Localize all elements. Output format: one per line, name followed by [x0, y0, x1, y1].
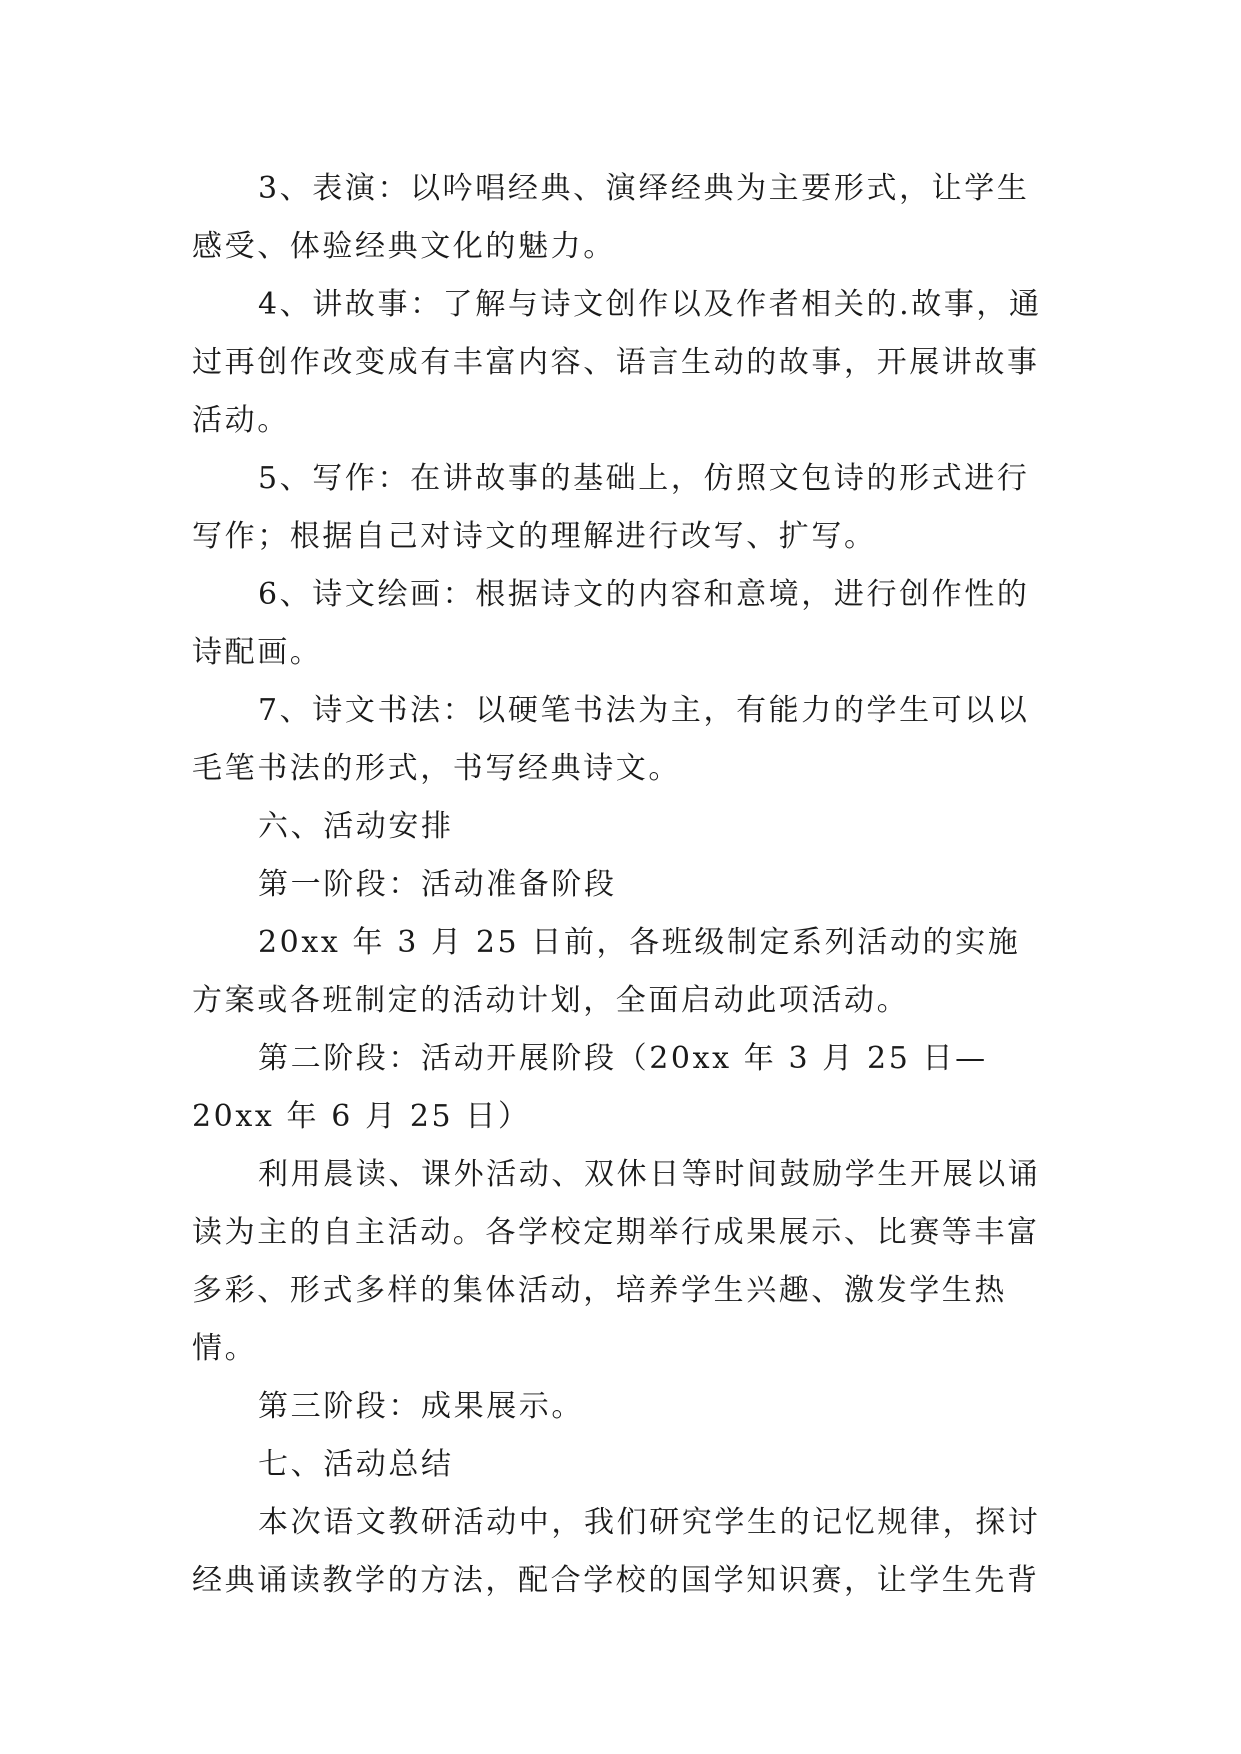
stage-three-heading: 第三阶段：成果展示。: [258, 1389, 584, 1424]
paragraph-poem-painting: 6、诗文绘画：根据诗文的内容和意境，进行创作性的诗配画。: [192, 577, 1030, 670]
paragraph-performance: 3、表演：以吟唱经典、演绎经典为主要形式，让学生感受、体验经典文化的魅力。: [192, 171, 1030, 264]
section-heading-summary: 七、活动总结: [258, 1447, 454, 1482]
stage-one-heading: 第一阶段：活动准备阶段: [258, 867, 617, 902]
summary-text: 本次语文教研活动中，我们研究学生的记忆规律，探讨经典诵读教学的方法，配合学校的国学知识赛，让学生先背: [192, 1505, 1041, 1598]
paragraph-calligraphy: 7、诗文书法：以硬笔书法为主，有能力的学生可以以毛笔书法的形式，书写经典诗文。: [192, 693, 1030, 786]
document-body: [192, 160, 1052, 1610]
stage-two-heading: 第二阶段：活动开展阶段（20xx 年 3 月 25 日—20xx 年 6 月 25 日）: [192, 1041, 988, 1134]
paragraph-writing: 5、写作：在讲故事的基础上，仿照文包诗的形式进行写作；根据自己对诗文的理解进行改写、扩写。: [192, 461, 1030, 554]
stage-two-text: 利用晨读、课外活动、双休日等时间鼓励学生开展以诵读为主的自主活动。各学校定期举行成果展示、比赛等丰富多彩、形式多样的集体活动，培养学生兴趣、激发学生热情。: [192, 1157, 1041, 1366]
section-heading-schedule: 六、活动安排: [258, 809, 454, 844]
stage-one-text: 20xx 年 3 月 25 日前，各班级制定系列活动的实施方案或各班制定的活动计划，全面启动此项活动。: [192, 925, 1021, 1018]
paragraph-storytelling: 4、讲故事：了解与诗文创作以及作者相关的.故事，通过再创作改变成有丰富内容、语言生动的故事，开展讲故事活动。: [192, 287, 1042, 438]
